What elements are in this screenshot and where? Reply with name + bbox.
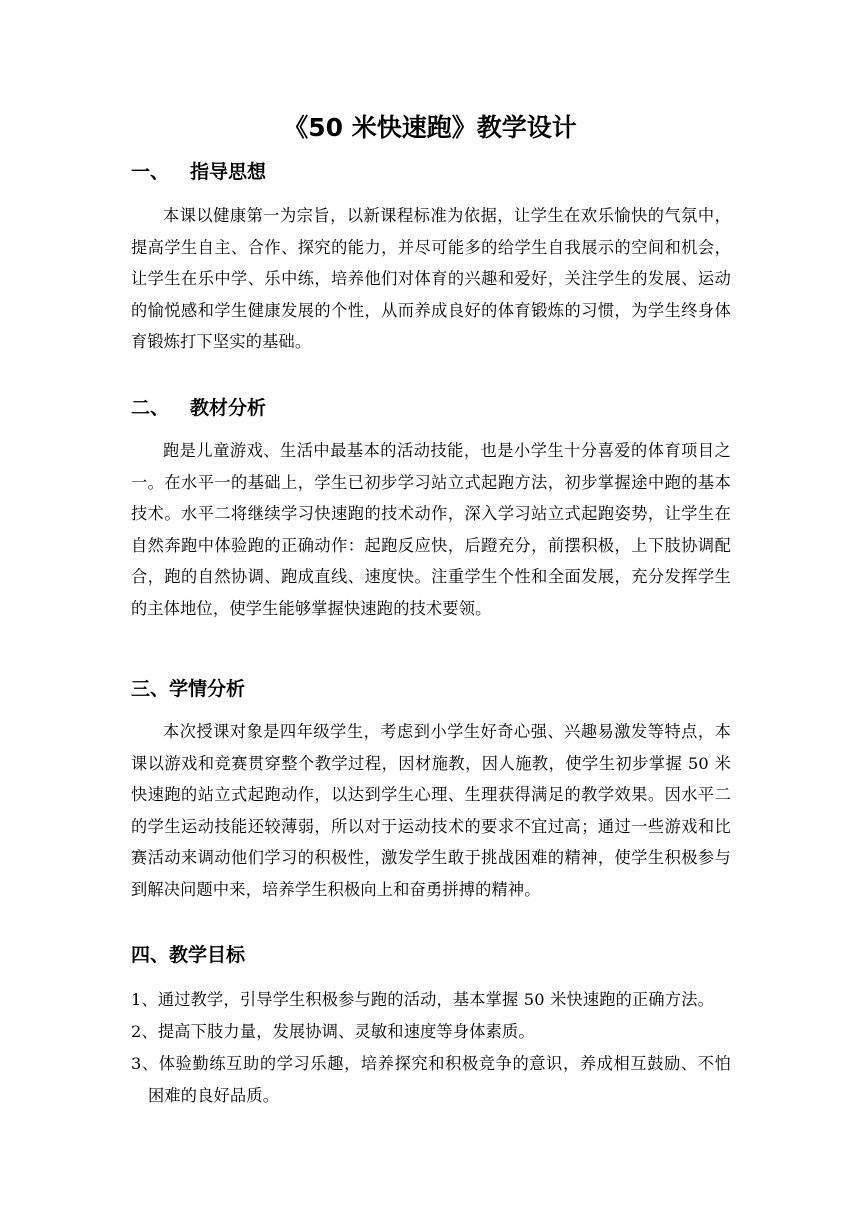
section-number: 一、 bbox=[131, 161, 170, 183]
goal-item: 3、体验勤练互助的学习乐趣，培养探究和积极竞争的意识，养成相互鼓励、不怕困难的良好品质。 bbox=[131, 1054, 731, 1105]
section-body-learner-analysis: 本次授课对象是四年级学生，考虑到小学生好奇心强、兴趣易激发等特点，本课以游戏和竞赛贯穿整个教学过程，因材施教，因人施教，使学生初步掌握 50 米快速跑的站立式起跑动作，以达到学生心理、生理获得满足的教学效果。因水平二的学生运动技能还较薄弱，所以对于运动技术的要求不宜过高；通过一些游戏和比赛活动来调动他们学习的积极性，激发学生敢于挑战困难的精神，使学生积极参与到解决问题中来，培养学生积极向上和奋勇拼搏的精神。 bbox=[131, 722, 731, 899]
section-heading-teaching-goals bbox=[131, 940, 245, 970]
section-title: 学情分析 bbox=[169, 678, 246, 700]
section-number: 二、 bbox=[131, 397, 170, 419]
document-title: 《50 米快速跑》教学设计 bbox=[283, 113, 577, 142]
goal-item: 2、提高下肢力量，发展协调、灵敏和速度等身体素质。 bbox=[131, 1022, 535, 1041]
section-title: 教材分析 bbox=[190, 397, 267, 419]
goal-item: 1、通过教学，引导学生积极参与跑的活动，基本掌握 50 米快速跑的正确方法。 bbox=[131, 990, 714, 1009]
section-body-material-analysis: 跑是儿童游戏、生活中最基本的活动技能，也是小学生十分喜爱的体育项目之一。在水平一的基础上，学生已初步学习站立式起跑方法，初步掌握途中跑的基本技术。水平二将继续学习快速跑的技术动作，深入学习站立式起跑姿势，让学生在自然奔跑中体验跑的正确动作：起跑反应快，后蹬充分，前摆积极，上下肢协调配合，跑的自然协调、跑成直线、速度快。注重学生个性和全面发展，充分发挥学生的主体地位，使学生能够掌握快速跑的技术要领。 bbox=[131, 441, 731, 618]
section-number: 三、 bbox=[131, 678, 170, 700]
section-number: 四、 bbox=[131, 944, 170, 966]
section-title: 教学目标 bbox=[169, 944, 246, 966]
section-heading-material-analysis bbox=[131, 393, 266, 423]
section-title: 指导思想 bbox=[190, 161, 267, 183]
section-body-guiding-ideology: 本课以健康第一为宗旨，以新课程标准为依据，让学生在欢乐愉快的气氛中，提高学生自主、合作、探究的能力，并尽可能多的给学生自我展示的空间和机会，让学生在乐中学、乐中练，培养他们对体育的兴趣和爱好，关注学生的发展、运动的愉悦感和学生健康发展的个性，从而养成良好的体育锻炼的习惯，为学生终身体育锻炼打下坚实的基础。 bbox=[131, 206, 731, 352]
section-heading-guiding-ideology bbox=[131, 157, 266, 187]
section-heading-learner-analysis bbox=[131, 674, 245, 704]
